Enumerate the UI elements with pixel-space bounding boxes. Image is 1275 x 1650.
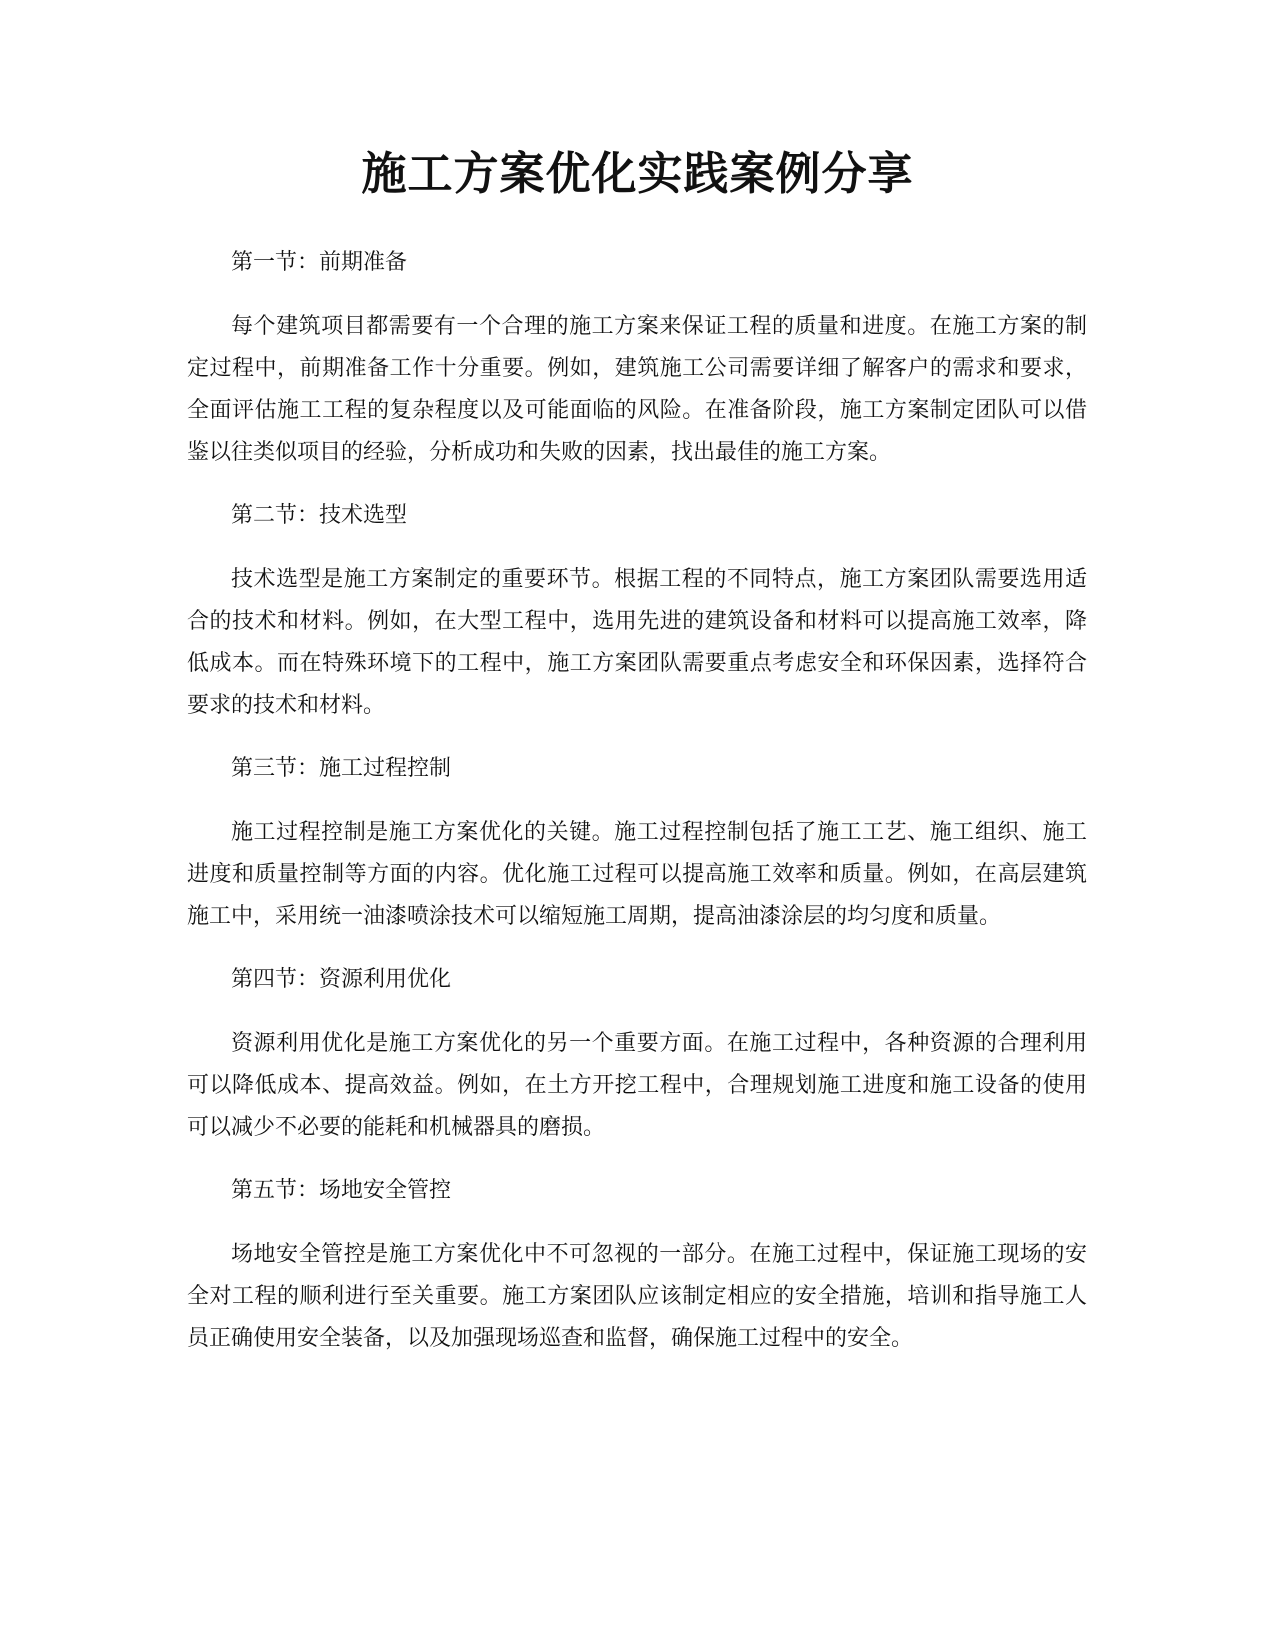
section-4	[187, 959, 1087, 1149]
section-heading: 第四节：资源利用优化	[231, 967, 452, 992]
section-heading: 第三节：施工过程控制	[231, 756, 452, 781]
section-paragraph: 技术选型是施工方案制定的重要环节。根据工程的不同特点，施工方案团队需要选用适合的技术和材料。例如，在大型工程中，选用先进的建筑设备和材料可以提高施工效率，降低成本。而在特殊环境下的工程中，施工方案团队需要重点考虑安全和环保因素，选择符合要求的技术和材料。	[187, 567, 1087, 718]
section-2	[187, 495, 1087, 727]
section-heading: 第一节：前期准备	[231, 250, 408, 275]
document-title: 施工方案优化实践案例分享	[361, 147, 914, 200]
section-1	[187, 242, 1087, 474]
section-paragraph: 资源利用优化是施工方案优化的另一个重要方面。在施工过程中，各种资源的合理利用可以降低成本、提高效益。例如，在土方开挖工程中，合理规划施工进度和施工设备的使用可以减少不必要的能耗和机械器具的磨损。	[187, 1031, 1087, 1140]
section-heading: 第二节：技术选型	[231, 503, 408, 528]
section-3	[187, 748, 1087, 938]
section-paragraph: 场地安全管控是施工方案优化中不可忽视的一部分。在施工过程中，保证施工现场的安全对工程的顺利进行至关重要。施工方案团队应该制定相应的安全措施，培训和指导施工人员正确使用安全装备，以及加强现场巡查和监督，确保施工过程中的安全。	[187, 1242, 1087, 1351]
section-heading: 第五节：场地安全管控	[231, 1178, 452, 1203]
section-5	[187, 1170, 1087, 1360]
section-paragraph: 每个建筑项目都需要有一个合理的施工方案来保证工程的质量和进度。在施工方案的制定过程中，前期准备工作十分重要。例如，建筑施工公司需要详细了解客户的需求和要求，全面评估施工工程的复杂程度以及可能面临的风险。在准备阶段，施工方案制定团队可以借鉴以往类似项目的经验，分析成功和失败的因素，找出最佳的施工方案。	[187, 314, 1087, 465]
section-paragraph: 施工过程控制是施工方案优化的关键。施工过程控制包括了施工工艺、施工组织、施工进度和质量控制等方面的内容。优化施工过程可以提高施工效率和质量。例如，在高层建筑施工中，采用统一油漆喷涂技术可以缩短施工周期，提高油漆涂层的均匀度和质量。	[187, 820, 1087, 929]
document-body	[187, 242, 1087, 1381]
